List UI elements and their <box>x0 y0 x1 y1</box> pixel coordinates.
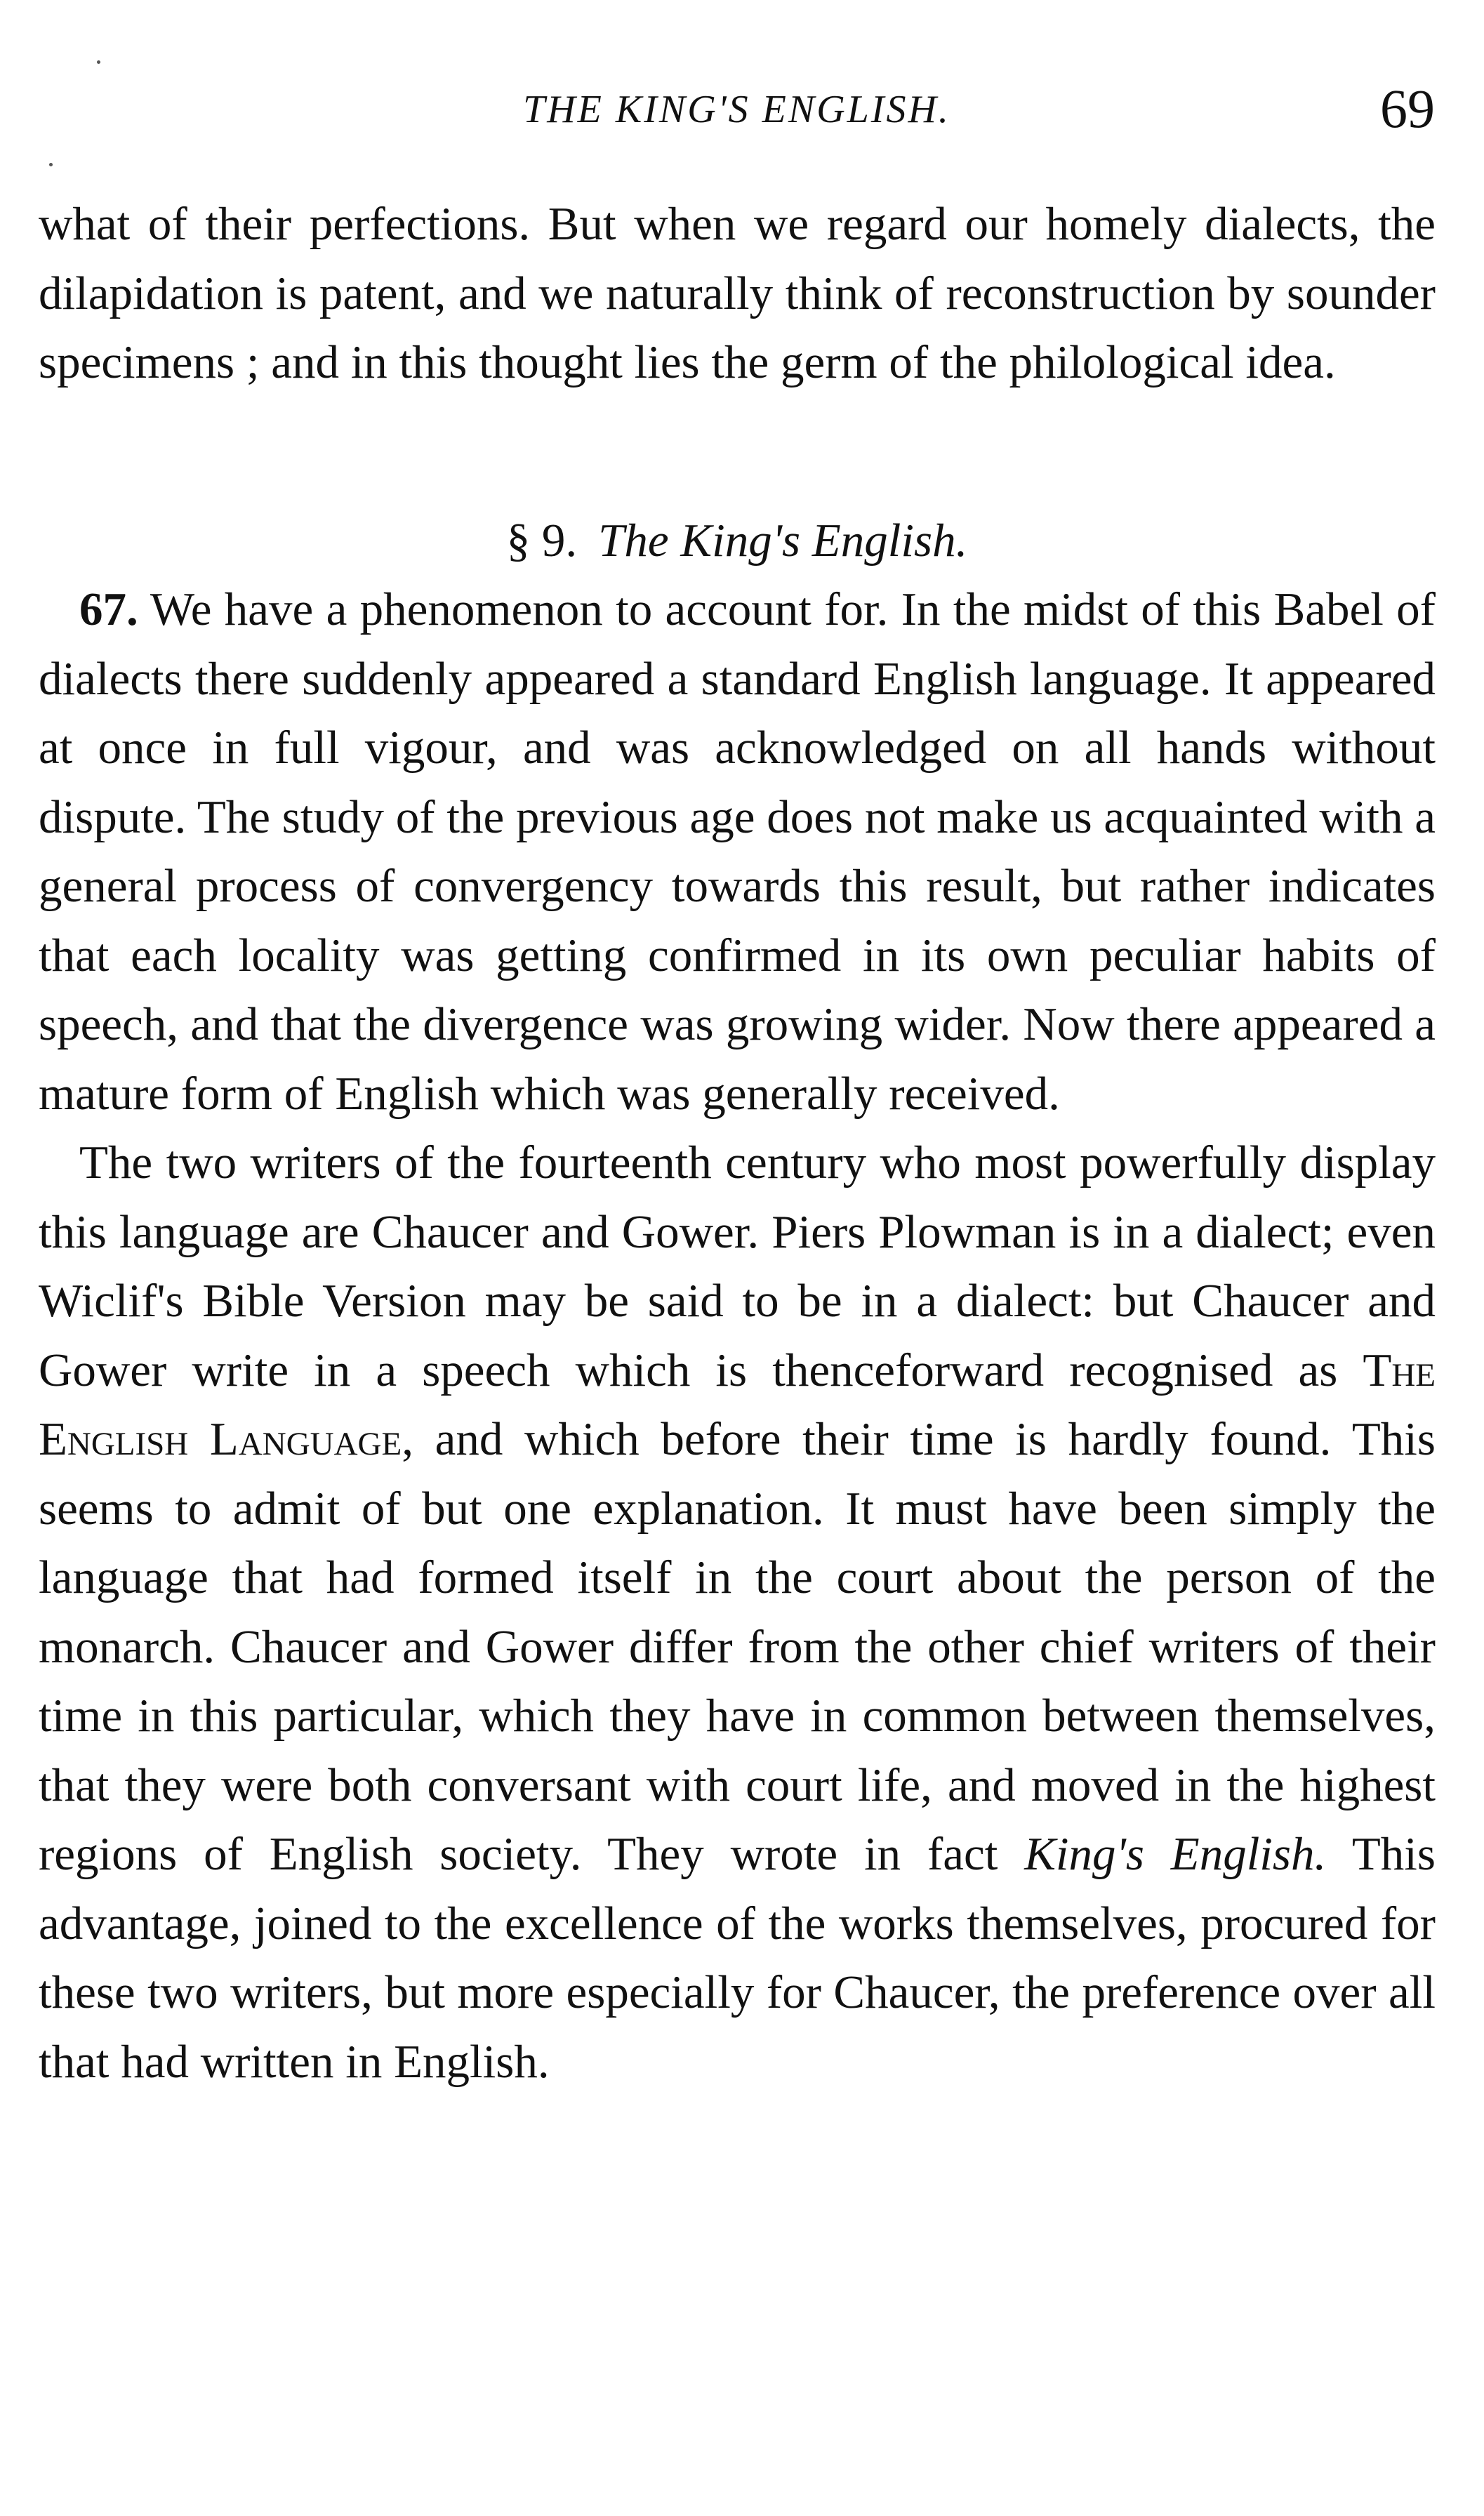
section-heading <box>39 506 1436 576</box>
section-marker: § 9. <box>506 514 578 567</box>
paragraph-67-text: We have a phenomenon to account for. In the midst of this Babel of dialects there suddenly appeared a standard English language. It appeared at once in full vigour, and was acknowledged on all hands without dispute. The study of the previous age does not make us acquainted with a general process of convergency towards this result, but rather indicates that each locality was getting confirmed in its own peculiar habits of speech, and that the divergence was growing wider. Now there appeared a mature form of English which was generally received. <box>39 583 1436 1120</box>
running-head <box>39 77 1435 140</box>
scan-speck <box>49 163 53 166</box>
page-body <box>39 190 1436 2096</box>
paragraph-text-after: This advantage, joined to the excellence of the works themselves, procured for these two writers, but more especially for Chaucer, the preference over all that had written in English. <box>39 1828 1436 2088</box>
paragraph-67 <box>39 575 1436 1128</box>
paragraph-chaucer-gower <box>39 1128 1436 2096</box>
italic-term: King's English. <box>1024 1828 1327 1880</box>
section-title: The King's English. <box>598 514 968 567</box>
paragraph-text-middle: , and which before their time is hardly found. This seems to admit of but one explanation. It must have been simply the language that had formed itself in the court about the person of the monarch. Chaucer and Gower differ from the other chief writers of their time in this particular, which they have in common between themselves, that they were both conversant with court life, and moved in the highest regions of English society. They wrote in fact <box>39 1413 1436 1880</box>
scan-speck <box>97 60 100 64</box>
page-number: 69 <box>1380 78 1435 139</box>
paragraph-text-before: The two writers of the fourteenth century who most powerfully display this language are Chaucer and Gower. Piers Plowman is in a dialect; even Wiclif's Bible Version may be said to be in a dialect: but Chaucer and Gower write in a speech which is thenceforward recognised as <box>39 1137 1436 1396</box>
running-title: THE KING'S ENGLISH. <box>523 88 950 131</box>
small-caps-term: The English Language <box>39 1344 1436 1465</box>
paragraph-number: 67. <box>79 583 138 635</box>
paragraph-continued: what of their perfections. But when we regard our homely dialects, the dilapidation is patent, and we naturally think of reconstruction by sounder specimens ; and in this thought lies the germ of the philological idea. <box>39 198 1436 388</box>
